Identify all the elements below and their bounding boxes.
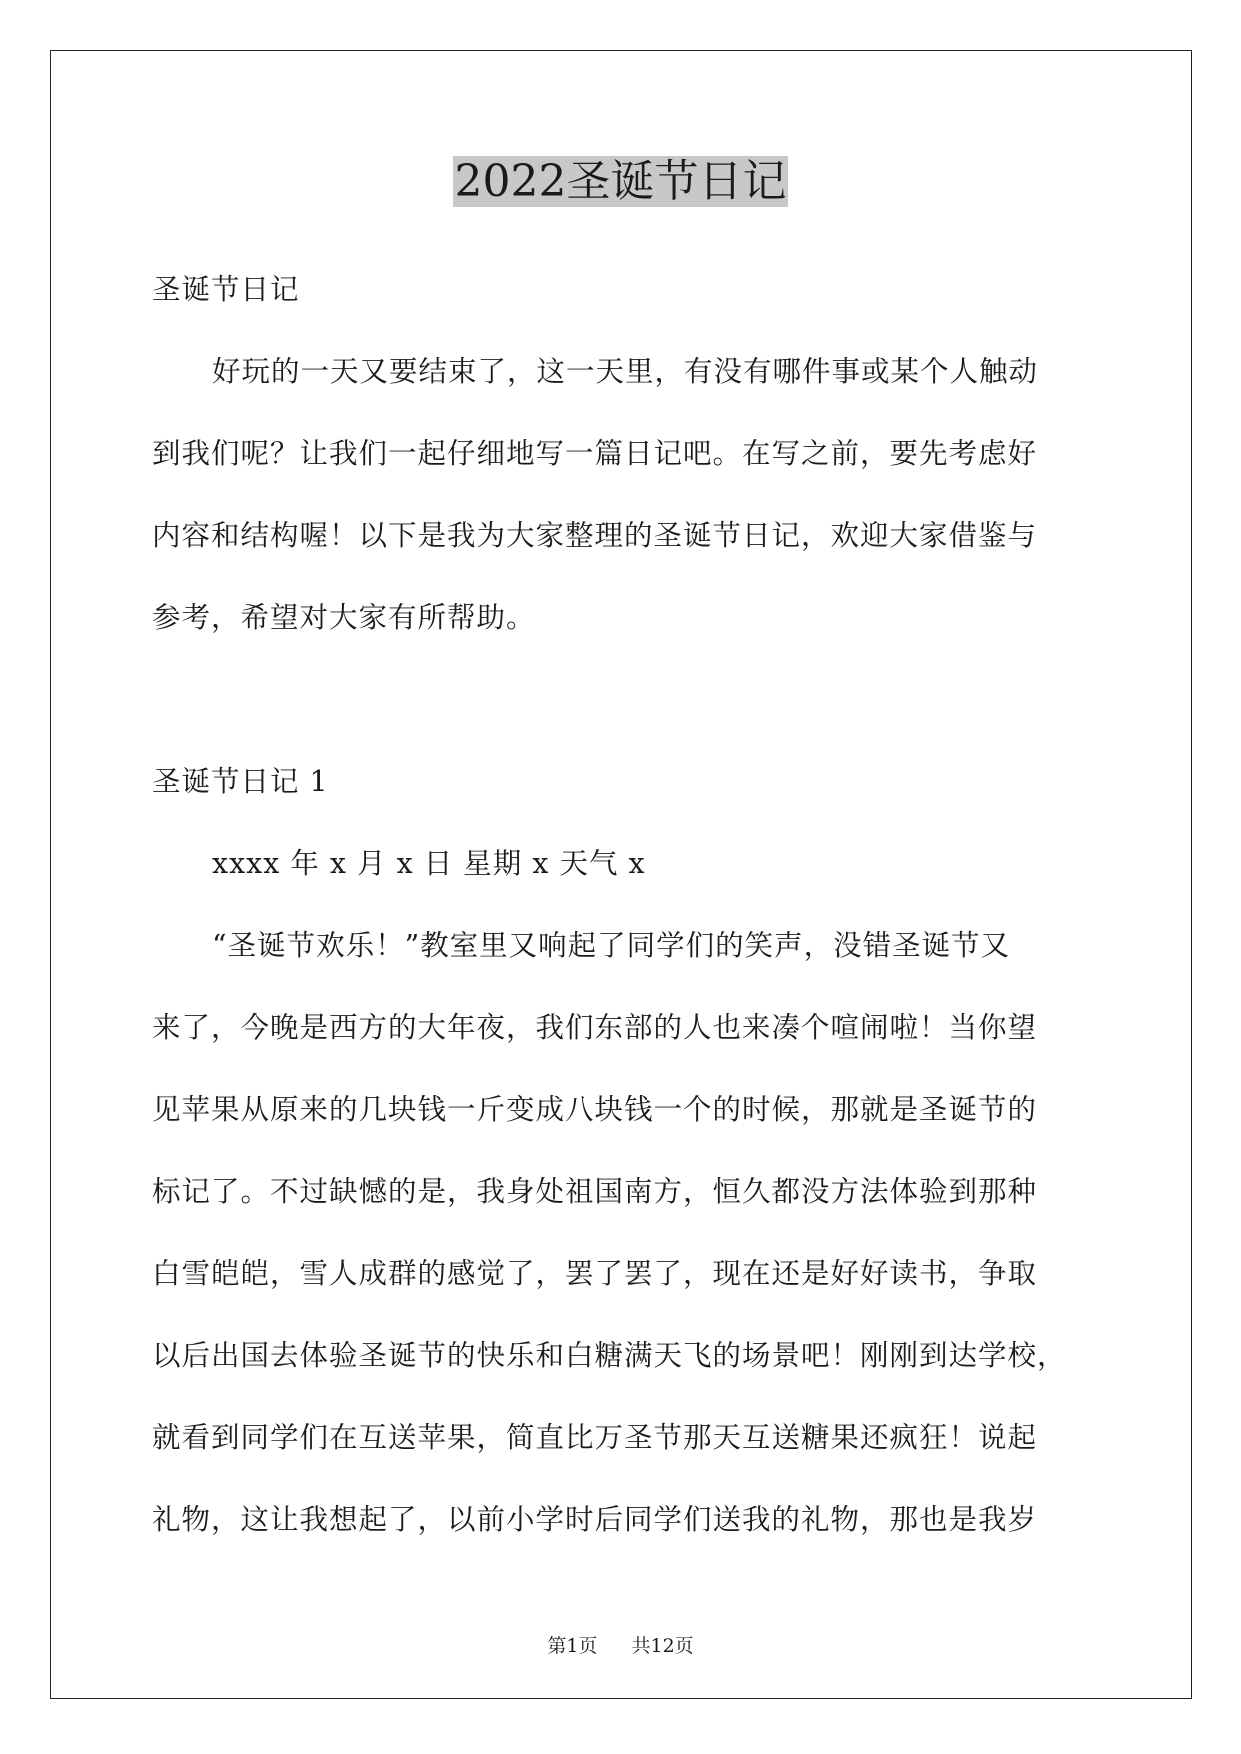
diary-paragraph-line: 见苹果从原来的几块钱一斤变成八块钱一个的时候，那就是圣诞节的 <box>152 1093 1038 1126</box>
document-title-text: 2022圣诞节日记 <box>454 156 787 207</box>
diary-paragraph-line: 礼物，这让我想起了，以前小学时后同学们送我的礼物，那也是我岁 <box>152 1503 1038 1536</box>
diary-paragraph-line: 以后出国去体验圣诞节的快乐和白糖满天飞的场景吧！刚刚到达学校， <box>152 1339 1067 1372</box>
document-body <box>152 262 1092 1574</box>
diary-paragraph-line: 标记了。不过缺憾的是，我身处祖国南方，恒久都没方法体验到那种 <box>152 1175 1038 1208</box>
section-heading: 圣诞节日记 <box>152 273 300 306</box>
intro-paragraph-line: 好玩的一天又要结束了，这一天里，有没有哪件事或某个人触动 <box>212 355 1039 388</box>
page-footer <box>0 1634 1241 1658</box>
page-total: 共12页 <box>631 1635 694 1657</box>
document-title <box>0 152 1241 212</box>
diary-heading: 圣诞节日记 1 <box>152 765 329 798</box>
page-number: 第1页 <box>547 1635 598 1657</box>
intro-paragraph-line: 到我们呢？让我们一起仔细地写一篇日记吧。在写之前，要先考虑好 <box>152 437 1038 470</box>
diary-date-line: xxxx 年 x 月 x 日 星期 x 天气 x <box>212 847 646 880</box>
paragraph-gap <box>152 672 1092 754</box>
diary-paragraph-line: 就看到同学们在互送苹果，简直比万圣节那天互送糖果还疯狂！说起 <box>152 1421 1038 1454</box>
diary-paragraph-line: 白雪皑皑，雪人成群的感觉了，罢了罢了，现在还是好好读书，争取 <box>152 1257 1038 1290</box>
diary-paragraph-line: 来了，今晚是西方的大年夜，我们东部的人也来凑个喧闹啦！当你望 <box>152 1011 1038 1044</box>
intro-paragraph-line: 参考，希望对大家有所帮助。 <box>152 601 536 634</box>
intro-paragraph-line: 内容和结构喔！以下是我为大家整理的圣诞节日记，欢迎大家借鉴与 <box>152 519 1038 552</box>
diary-paragraph-line: “圣诞节欢乐！”教室里又响起了同学们的笑声，没错圣诞节又 <box>212 929 1011 962</box>
